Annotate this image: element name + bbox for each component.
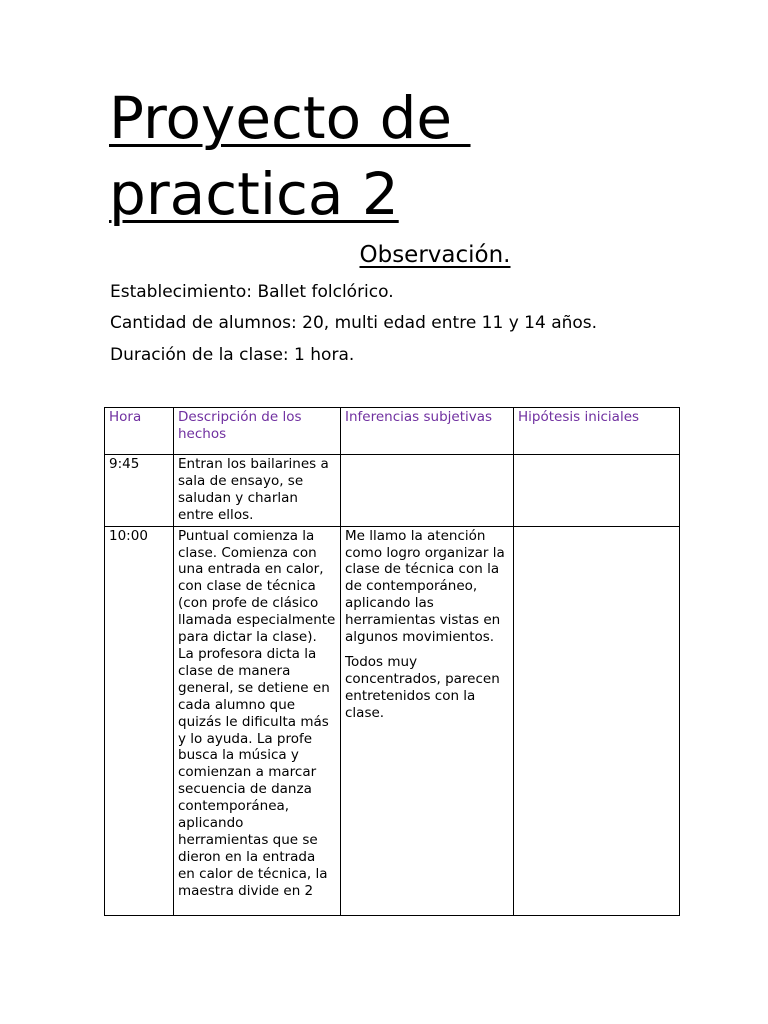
table-header-row: [105, 408, 680, 455]
table-row: [105, 455, 680, 527]
header-hora: Hora: [105, 408, 174, 455]
info-duracion: Duración de la clase: 1 hora.: [110, 345, 355, 365]
inferencia-paragraph: Me llamo la atención como logro organizar la clase de técnica con la de contemporáneo, aplicando las herramientas vistas en algunos movimientos.: [345, 527, 505, 646]
observation-table: [104, 407, 680, 916]
cell-descripcion: Entran los bailarines a sala de ensayo, se saludan y charlan entre ellos.: [174, 455, 341, 527]
cell-inferencias: [341, 455, 514, 527]
header-inferencias: Inferencias subjetivas: [341, 408, 514, 455]
title-line-1: Proyecto de: [109, 84, 471, 152]
inferencia-paragraph: Todos muy concentrados, parecen entretenidos con la clase.: [345, 653, 500, 721]
title-line-2: practica 2: [109, 160, 399, 228]
cell-inferencias: [341, 526, 514, 915]
section-subtitle: Observación.: [359, 242, 511, 268]
table-row: [105, 526, 680, 915]
cell-hora: 10:00: [105, 526, 174, 915]
header-hipotesis: Hipótesis iniciales: [514, 408, 680, 455]
document-title: [109, 80, 471, 232]
cell-hipotesis: [514, 455, 680, 527]
info-cantidad-alumnos: Cantidad de alumnos: 20, multi edad entre 11 y 14 años.: [110, 313, 598, 333]
cell-descripcion: Puntual comienza la clase. Comienza con una entrada en calor, con clase de técnica (con profe de clásico llamada especialmente para dictar la clase). La profesora dicta la clase de manera general, se detiene en cada alumno que quizás le dificulta más y lo ayuda. La profe busca la música y comienzan a marcar secuencia de danza contemporánea, aplicando herramientas que se dieron en la entrada en calor de técnica, la maestra divide en 2: [174, 526, 341, 915]
cell-hora: 9:45: [105, 455, 174, 527]
header-descripcion: Descripción de los hechos: [174, 408, 341, 455]
cell-hipotesis: [514, 526, 680, 915]
info-establecimiento: Establecimiento: Ballet folclórico.: [110, 282, 394, 302]
